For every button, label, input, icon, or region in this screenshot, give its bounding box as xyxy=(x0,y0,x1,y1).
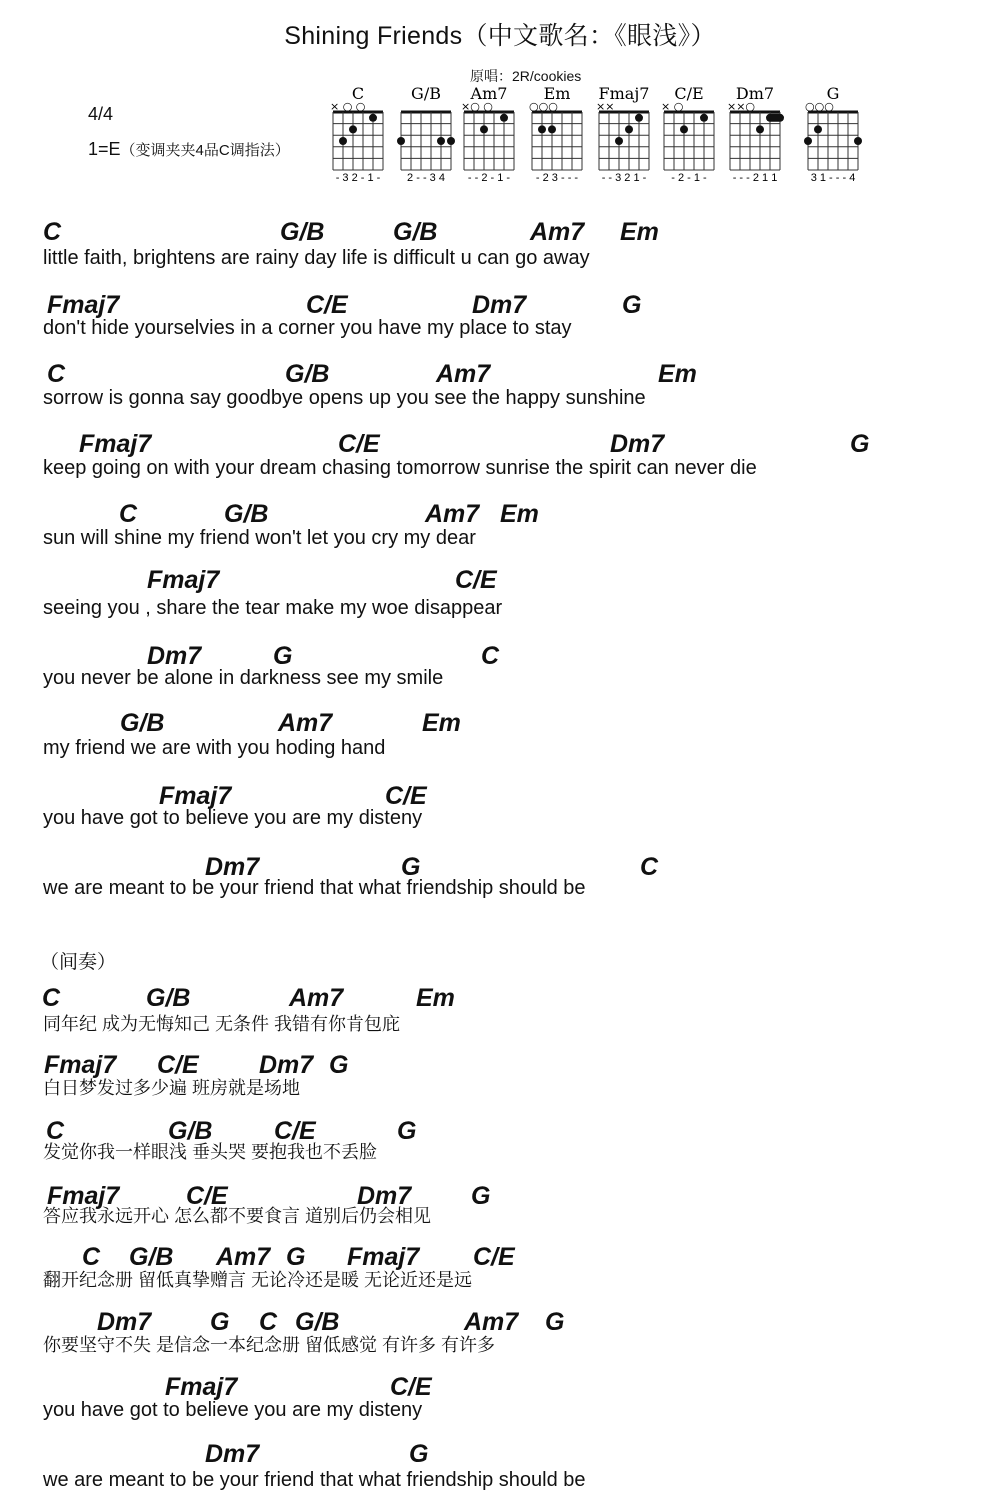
chord-label: Am7 xyxy=(425,500,480,528)
fingering-numbers: - - 3 2 1 - xyxy=(601,172,647,184)
finger-dot xyxy=(339,137,347,145)
lyric-line: 你要坚守不失 是信念一本纪念册 留低感觉 有许多 有许多 xyxy=(43,1335,496,1355)
chord-label: G/B xyxy=(295,1308,340,1336)
chord-label: C xyxy=(82,1243,101,1271)
chord-label: Dm7 xyxy=(259,1051,314,1079)
chord-label: G/B xyxy=(129,1243,174,1271)
chord-label: C xyxy=(119,500,138,528)
chord-label: C/E xyxy=(385,782,427,810)
finger-dot xyxy=(804,137,812,145)
chord-chart-name: Fmaj7 xyxy=(598,84,650,103)
chord-label: Am7 xyxy=(278,709,333,737)
chord-label: G xyxy=(622,291,642,319)
chord-chart-name: Em xyxy=(543,84,571,103)
lyric-line: don't hide yourselvies in a corner you have my place to stay xyxy=(43,317,572,339)
chord-chart-name: C xyxy=(351,84,365,103)
chord-label: Fmaj7 xyxy=(165,1373,238,1401)
chord-label: G xyxy=(286,1243,306,1271)
chord-label: G xyxy=(401,853,421,881)
chord-label: G/B xyxy=(285,360,330,388)
chord-label: Fmaj7 xyxy=(159,782,232,810)
original-singer: 原唱：2R/cookies xyxy=(470,68,582,84)
chord-label: G/B xyxy=(120,709,165,737)
open-muted-marks: ○○○ xyxy=(805,100,834,113)
chord-label: Fmaj7 xyxy=(79,430,152,458)
chord-label: C/E xyxy=(306,291,348,319)
chord-label: G/B xyxy=(146,984,191,1012)
chord-label: G xyxy=(850,430,870,458)
chord-label: C/E xyxy=(274,1117,316,1145)
finger-dot xyxy=(349,125,357,133)
chord-label: Am7 xyxy=(289,984,344,1012)
chord-label: C/E xyxy=(157,1051,199,1079)
chord-label: G/B xyxy=(393,218,438,246)
chord-label: Dm7 xyxy=(97,1308,152,1336)
chord-label: C xyxy=(46,1117,65,1145)
lyric-line: keep going on with your dream chasing tomorrow sunrise the spirit can never die xyxy=(43,457,757,479)
lyric-line: sun will shine my friend won't let you cry my dear xyxy=(43,527,476,549)
finger-dot xyxy=(538,125,546,133)
open-muted-marks: ×× xyxy=(596,100,615,113)
finger-dot xyxy=(680,125,688,133)
open-muted-marks: ×○ ○ xyxy=(461,100,493,113)
lyric-line: my friend we are with you hoding hand xyxy=(43,737,386,759)
finger-dot xyxy=(814,125,822,133)
fingering-numbers: - 3 2 - 1 - xyxy=(335,172,381,184)
chord-label: G/B xyxy=(224,500,269,528)
finger-dot xyxy=(756,125,764,133)
chord-label: C xyxy=(43,218,62,246)
finger-dot xyxy=(437,137,445,145)
chord-label: Em xyxy=(416,984,455,1012)
fingering-numbers: - 2 - 1 - xyxy=(671,172,707,184)
capo-note: （变调夹夹4品C调指法） xyxy=(120,142,290,159)
finger-dot xyxy=(854,137,862,145)
chord-label: Em xyxy=(620,218,659,246)
fingering-numbers: - - 2 - 1 - xyxy=(467,172,511,184)
open-muted-marks: ○○○ xyxy=(529,100,558,113)
lyric-line: you have got to believe you are my disteny xyxy=(43,807,423,829)
chord-label: G xyxy=(397,1117,417,1145)
chord-label: C xyxy=(259,1308,278,1336)
chord-label: C xyxy=(481,642,500,670)
finger-dot xyxy=(397,137,405,145)
chord-label: Am7 xyxy=(464,1308,519,1336)
chord-label: C xyxy=(47,360,66,388)
chord-chart-name: G/B xyxy=(411,84,441,103)
chord-label: C xyxy=(42,984,61,1012)
finger-dot xyxy=(447,137,455,145)
chord-label: Dm7 xyxy=(205,853,260,881)
chord-chart-name: Dm7 xyxy=(735,84,775,103)
chord-label: Fmaj7 xyxy=(147,566,220,594)
chord-label: Fmaj7 xyxy=(47,291,120,319)
finger-dot xyxy=(615,137,623,145)
lyric-line: sorrow is gonna say goodbye opens up you see the happy sunshine xyxy=(43,387,646,409)
lyric-line: 同年纪 成为无悔知己 无条件 我错有你肯包庇 xyxy=(43,1014,401,1034)
chord-chart-name: G xyxy=(826,84,840,103)
fingering-numbers: 3 1 - - - 4 xyxy=(810,172,856,184)
song-title: Shining Friends（中文歌名：《眼浅》） xyxy=(284,22,716,50)
barre-mark xyxy=(766,114,784,122)
lyric-line: seeing you , share the tear make my woe disappear xyxy=(43,597,503,619)
chord-label: Dm7 xyxy=(147,642,202,670)
lyric-line: we are meant to be your friend that what friendship should be xyxy=(43,1469,586,1491)
lyric-line: 翻开纪念册 留低真挚赠言 无论冷还是暖 无论近还是远 xyxy=(43,1270,473,1290)
chord-label: Em xyxy=(500,500,539,528)
lyric-line: 白日梦发过多少遍 班房就是场地 xyxy=(43,1078,300,1098)
open-muted-marks: × ○ ○ xyxy=(330,100,366,113)
chord-label: Fmaj7 xyxy=(347,1243,420,1271)
key-main: 1=E xyxy=(88,139,121,159)
time-signature: 4/4 xyxy=(88,104,114,124)
chord-label: Dm7 xyxy=(205,1440,260,1468)
chord-label: C xyxy=(640,853,659,881)
chord-label: Dm7 xyxy=(472,291,527,319)
chord-label: G/B xyxy=(280,218,325,246)
finger-dot xyxy=(625,125,633,133)
chord-label: G xyxy=(210,1308,230,1336)
chord-label: Em xyxy=(658,360,697,388)
chord-label: G xyxy=(471,1182,491,1210)
chord-label: Am7 xyxy=(436,360,491,388)
chord-label: Em xyxy=(422,709,461,737)
chord-label: G/B xyxy=(168,1117,213,1145)
finger-dot xyxy=(635,114,643,122)
chord-label: G xyxy=(409,1440,429,1468)
finger-dot xyxy=(548,125,556,133)
chord-label: Fmaj7 xyxy=(47,1182,120,1210)
chord-label: G xyxy=(545,1308,565,1336)
open-muted-marks: ××○ xyxy=(727,100,756,113)
fingering-numbers: - - - 2 1 1 xyxy=(732,172,778,184)
chord-label: C/E xyxy=(186,1182,228,1210)
chord-label: C/E xyxy=(473,1243,515,1271)
chord-label: C/E xyxy=(338,430,380,458)
chord-label: Fmaj7 xyxy=(44,1051,117,1079)
finger-dot xyxy=(480,125,488,133)
chord-chart-name: Am7 xyxy=(470,84,508,103)
lyric-line: you have got to believe you are my disteny xyxy=(43,1399,423,1421)
chord-label: Am7 xyxy=(530,218,585,246)
open-muted-marks: × ○ xyxy=(661,100,684,113)
fingering-numbers: 2 - - 3 4 xyxy=(407,172,445,184)
lyric-line: little faith, brightens are rainy day life is difficult u can go away xyxy=(43,247,590,269)
lyric-line: 发觉你我一样眼浅 垂头哭 要抱我也不丢脸 xyxy=(43,1142,378,1162)
finger-dot xyxy=(369,114,377,122)
lyric-line: 答应我永远开心 怎么都不要食言 道别后仍会相见 xyxy=(43,1206,431,1226)
fingering-numbers: - 2 3 - - - xyxy=(535,172,579,184)
finger-dot xyxy=(700,114,708,122)
chord-label: Am7 xyxy=(216,1243,271,1271)
chord-label: C/E xyxy=(390,1373,432,1401)
chord-label: G xyxy=(273,642,293,670)
chord-chart-name: C/E xyxy=(674,84,704,103)
interlude-label: （间奏） xyxy=(40,952,117,973)
lyric-line: we are meant to be your friend that what friendship should be xyxy=(43,877,586,899)
chord-label: Dm7 xyxy=(357,1182,412,1210)
chord-label: G xyxy=(329,1051,349,1079)
lyric-line: you never be alone in darkness see my smile xyxy=(43,667,444,689)
chord-label: C/E xyxy=(455,566,497,594)
finger-dot xyxy=(500,114,508,122)
chord-label: Dm7 xyxy=(610,430,665,458)
chord-charts xyxy=(0,0,1000,200)
